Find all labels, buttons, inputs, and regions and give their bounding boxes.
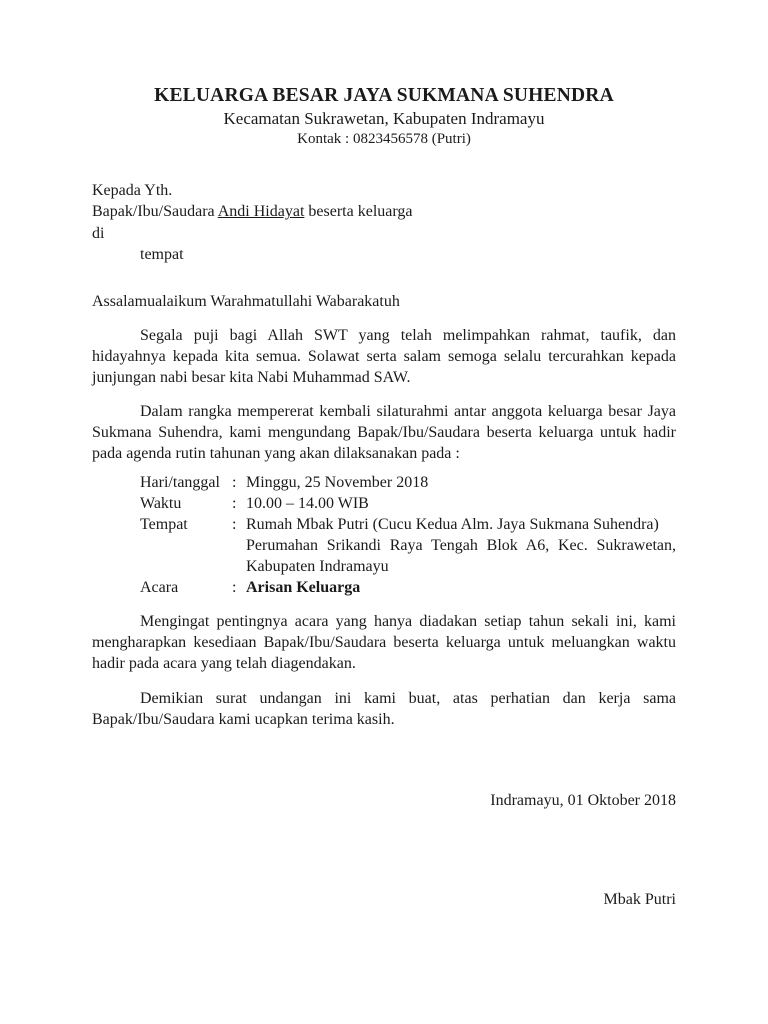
recipient-line-di: di — [92, 224, 105, 242]
letter-header — [92, 84, 676, 148]
detail-value: Minggu, 25 November 2018 — [246, 473, 429, 491]
detail-colon: : — [232, 473, 237, 491]
detail-row-tempat — [140, 514, 676, 577]
detail-value — [246, 514, 676, 577]
recipient-name: Andi Hidayat — [217, 203, 305, 221]
recipient-line-name — [92, 201, 676, 222]
signature-name: Mbak Putri — [603, 890, 676, 908]
detail-value: 10.00 – 14.00 WIB — [246, 494, 369, 512]
recipient-suffix: beserta keluarga — [304, 203, 413, 221]
detail-label: Acara — [140, 579, 179, 597]
detail-row-waktu — [140, 493, 676, 514]
detail-value-acara: Arisan Keluarga — [246, 579, 361, 597]
recipient-prefix: Bapak/Ibu/Saudara — [92, 203, 218, 221]
detail-colon: : — [232, 515, 237, 533]
detail-value-line3: Kabupaten Indramayu — [246, 558, 389, 576]
paragraph-closing-line2: Bapak/Ibu/Saudara kami ucapkan terima kasih. — [92, 710, 395, 728]
detail-label: Tempat — [140, 515, 188, 533]
salutation: Assalamualaikum Warahmatullahi Wabarakatuh — [92, 292, 400, 310]
header-contact: Kontak : 0823456578 (Putri) — [297, 130, 471, 147]
detail-row-hari-tanggal — [140, 472, 676, 493]
header-subtitle: Kecamatan Sukrawetan, Kabupaten Indramayu — [223, 109, 545, 129]
recipient-block — [92, 180, 676, 264]
paragraph-importance: Mengingat pentingnya acara yang hanya diadakan setiap tahun sekali ini, kami mengharapkan kesediaan Bapak/Ibu/Saudara beserta keluarga untuk meluangkan waktu hadir pada acara yang telah diagendakan. — [92, 613, 676, 673]
detail-label: Hari/tanggal — [140, 473, 220, 491]
paragraph-closing-line1: Demikian surat undangan ini kami buat, atas perhatian dan kerja sama — [140, 689, 676, 707]
recipient-line-kepada: Kepada Yth. — [92, 182, 173, 200]
detail-value-line1: Rumah Mbak Putri (Cucu Kedua Alm. Jaya Sukmana Suhendra) — [246, 515, 659, 533]
paragraph-opening: Segala puji bagi Allah SWT yang telah melimpahkan rahmat, taufik, dan hidayahnya kepada kita semua. Solawat serta salam semoga selalu tercurahkan kepada junjungan nabi besar kita Nabi Muhammad SAW. — [92, 326, 676, 387]
detail-colon: : — [232, 579, 237, 597]
paragraph-closing — [92, 688, 676, 730]
event-details — [140, 472, 676, 599]
detail-row-acara — [140, 577, 676, 598]
detail-label: Waktu — [140, 494, 182, 512]
date-line: Indramayu, 01 Oktober 2018 — [490, 791, 676, 809]
page-title: KELUARGA BESAR JAYA SUKMANA SUHENDRA — [154, 85, 614, 106]
recipient-line-tempat: tempat — [140, 245, 184, 263]
paragraph-invitation: Dalam rangka mempererat kembali silaturahmi antar anggota keluarga besar Jaya Sukmana Suhendra, kami mengundang Bapak/Ibu/Saudara beserta keluarga untuk hadir pada agenda rutin tahunan yang akan dilaksanakan pada : — [92, 403, 676, 463]
detail-colon: : — [232, 494, 237, 512]
detail-value-line2: Perumahan Srikandi Raya Tengah Blok A6, Kec. Sukrawetan, — [246, 536, 676, 554]
